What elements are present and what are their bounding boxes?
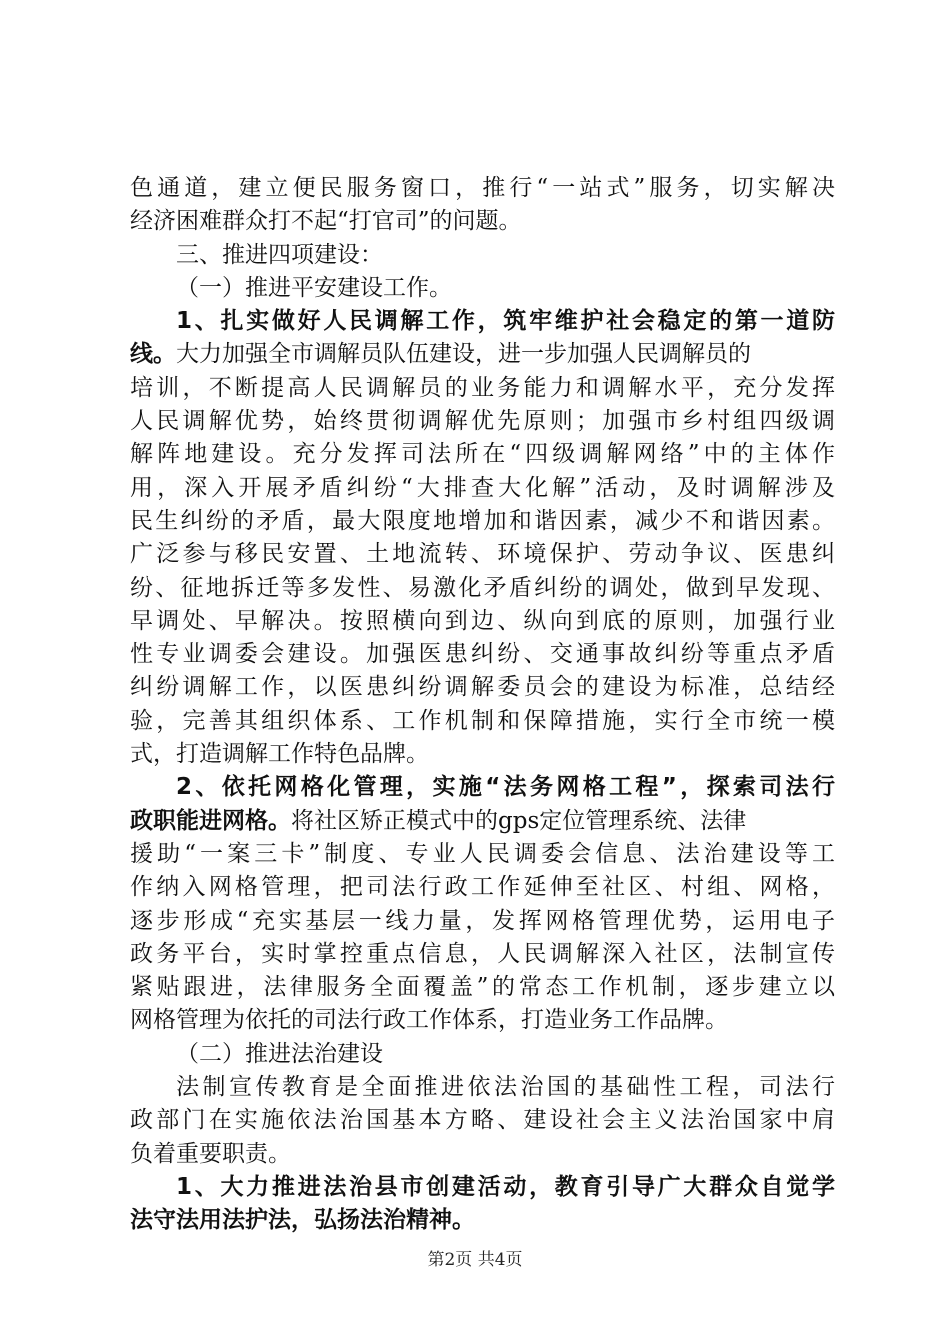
subsection-heading: （一）推进平安建设工作。	[176, 274, 452, 301]
text-line: 经济困难群众打不起“打官司”的问题。	[130, 208, 522, 235]
text-line: 性专业调委会建设。加强医患纠纷、交通事故纠纷等重点矛盾	[130, 641, 835, 668]
bold-item-heading-tail: 政职能进网格。	[130, 807, 291, 834]
text-line: 式，打造调解工作特色品牌。	[130, 741, 429, 768]
text-line: 广泛参与移民安置、土地流转、环境保护、劳动争议、医患纠	[130, 541, 835, 568]
text-line: 用，深入开展矛盾纠纷“大排查大化解”活动，及时调解涉及	[130, 474, 835, 501]
text-line: 培训，不断提高人民调解员的业务能力和调解水平，充分发挥	[130, 374, 835, 401]
text-line: 法制宣传教育是全面推进依法治国的基础性工程，司法行	[176, 1074, 835, 1101]
text-line: 政务平台，实时掌控重点信息，人民调解深入社区，法制宣传	[130, 940, 835, 967]
text-line: 负着重要职责。	[130, 1140, 291, 1167]
bold-item-heading: 1、大力推进法治县市创建活动，教育引导广大群众自觉学	[176, 1173, 835, 1200]
page-number-footer: 第2页 共4页	[427, 1250, 523, 1270]
text-line: 民生纠纷的矛盾，最大限度地增加和谐因素，减少不和谐因素。	[130, 507, 835, 534]
document-body	[130, 172, 835, 1238]
subsection-heading: （二）推进法治建设	[176, 1040, 383, 1067]
text-line: 政部门在实施依法治国基本方略、建设社会主义法治国家中肩	[130, 1107, 835, 1134]
text-line: 色通道，建立便民服务窗口，推行“一站式”服务，切实解决	[130, 175, 835, 201]
bold-item-heading: 2、依托网格化管理，实施“法务网格工程”，探索司法行	[176, 774, 835, 801]
text-line	[130, 805, 835, 838]
text-line: 援助“一案三卡”制度、专业人民调委会信息、法治建设等工	[130, 840, 835, 867]
bold-item-heading-tail: 线。	[130, 341, 176, 368]
text-line: 人民调解优势，始终贯彻调解优先原则；加强市乡村组四级调	[130, 408, 835, 435]
text-line	[130, 338, 835, 371]
text-line-segment: 大力加强全市调解员队伍建设，进一步加强人民调解员的	[176, 341, 751, 368]
bold-item-heading: 1、扎实做好人民调解工作，筑牢维护社会稳定的第一道防	[176, 308, 835, 335]
text-line: 解阵地建设。充分发挥司法所在“四级调解网络”中的主体作	[130, 441, 835, 468]
bold-item-heading-tail: 法守法用法护法，弘扬法治精神。	[130, 1207, 475, 1234]
text-line: 早调处、早解决。按照横向到边、纵向到底的原则，加强行业	[130, 607, 835, 634]
text-line: 作纳入网格管理，把司法行政工作延伸至社区、村组、网格，	[130, 874, 835, 901]
text-line: 验，完善其组织体系、工作机制和保障措施，实行全市统一模	[130, 707, 835, 734]
text-line: 逐步形成“充实基层一线力量，发挥网格管理优势，运用电子	[130, 907, 835, 934]
text-line: 纠纷调解工作，以医患纠纷调解委员会的建设为标准，总结经	[130, 674, 835, 701]
text-line: 紧贴跟进，法律服务全面覆盖”的常态工作机制，逐步建立以	[130, 974, 835, 1001]
text-line: 网格管理为依托的司法行政工作体系，打造业务工作品牌。	[130, 1007, 728, 1034]
section-heading: 三、推进四项建设：	[176, 241, 383, 268]
text-line-segment: 将社区矫正模式中的gps定位管理系统、法律	[291, 807, 747, 834]
text-line: 纷、征地拆迁等多发性、易激化矛盾纠纷的调处，做到早发现、	[130, 574, 835, 601]
